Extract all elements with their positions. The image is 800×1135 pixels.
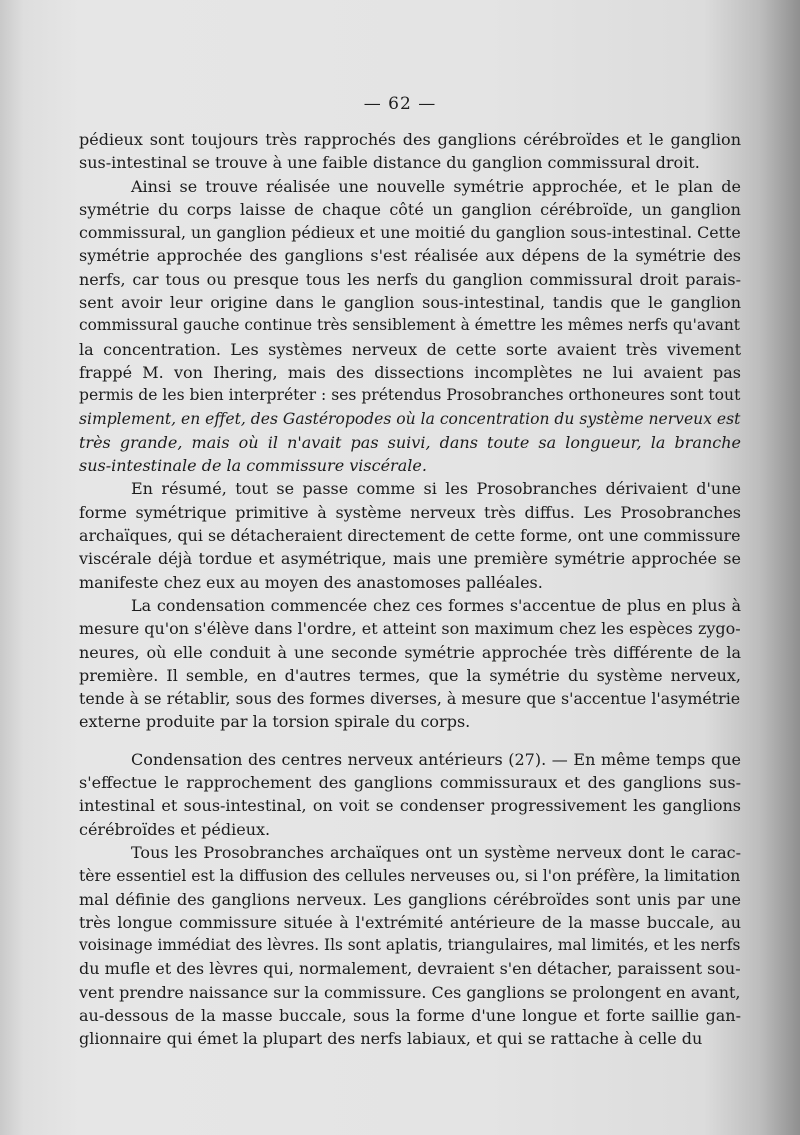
text-line: cérébroïdes et pédieux.	[79, 819, 271, 839]
text-line: frappé M. von Ihering, mais des dissections incomplètes ne lui avaient pas	[79, 362, 741, 382]
text-line: archaïques, qui se détacheraient directement de cette forme, ont une commissure	[79, 526, 741, 546]
text-line: Condensation des centres nerveux antérieurs (27). — En même temps que	[131, 749, 741, 769]
text-line: nerfs, car tous ou presque tous les nerfs du ganglion commissural droit parais-	[79, 269, 741, 289]
text-line: sus-intestinale de la commissure viscérale.	[79, 456, 427, 476]
text-line: symétrie du corps laisse de chaque côté un ganglion cérébroïde, un ganglion	[79, 199, 741, 219]
text-line: simplement, en effet, des Gastéropodes où la concentration du système nerveux est	[79, 409, 741, 428]
text-line: intestinal et sous-intestinal, on voit se condenser progressivement les ganglions	[79, 796, 741, 816]
text-line: vent prendre naissance sur la commissure. Ces ganglions se prolongent en avant,	[79, 982, 741, 1002]
text-line: tende à se rétablir, sous des formes diverses, à mesure que s'accentue l'asymétrie	[79, 689, 741, 709]
text-line: commissural gauche continue très sensiblement à émettre les mêmes nerfs qu'avant	[79, 316, 740, 335]
text-line: neures, où elle conduit à une seconde symétrie approchée très différente de la	[79, 642, 741, 662]
text-line: forme symétrique primitive à système nerveux très diffus. Les Prosobranches	[79, 502, 741, 522]
text-line: viscérale déjà tordue et asymétrique, mais une première symétrie approchée se	[79, 549, 741, 569]
text-line: mal définie des ganglions nerveux. Les ganglions cérébroïdes sont unis par une	[79, 889, 741, 909]
text-line: glionnaire qui émet la plupart des nerfs labiaux, et qui se rattache à celle du	[79, 1029, 703, 1049]
text-line: Ainsi se trouve réalisée une nouvelle symétrie approchée, et le plan de	[131, 176, 741, 196]
text-line: En résumé, tout se passe comme si les Prosobranches dérivaient d'une	[131, 479, 741, 499]
text-line: au-dessous de la masse buccale, sous la forme d'une longue et forte saillie gan-	[79, 1005, 741, 1025]
text-line: sent avoir leur origine dans le ganglion sous-intestinal, tandis que le ganglion	[79, 293, 741, 313]
text-line: symétrie approchée des ganglions s'est réalisée aux dépens de la symétrie des	[79, 246, 741, 266]
text-line: sus-intestinal se trouve à une faible distance du ganglion commissural droit.	[79, 153, 700, 173]
text-line: tère essentiel est la diffusion des cellules nerveuses ou, si l'on préfère, la limitation	[79, 866, 741, 886]
text-line: s'effectue le rapprochement des ganglions commissuraux et des ganglions sus-	[79, 773, 741, 793]
text-line: la concentration. Les systèmes nerveux de cette sorte avaient très vivement	[79, 339, 741, 359]
text-line: externe produite par la torsion spirale du corps.	[79, 712, 471, 732]
text-line: très longue commissure située à l'extrémité antérieure de la masse buccale, au	[79, 912, 741, 932]
text-line: première. Il semble, en d'autres termes, que la symétrie du système nerveux,	[79, 665, 741, 685]
text-line: voisinage immédiat des lèvres. Ils sont aplatis, triangulaires, mal limités, et les nerfs	[79, 936, 741, 955]
text-line: mesure qu'on s'élève dans l'ordre, et atteint son maximum chez les espèces zygo-	[79, 619, 741, 639]
body-text	[79, 128, 741, 1051]
page-number: — 62 —	[363, 94, 437, 114]
text-line: Tous les Prosobranches archaïques ont un système nerveux dont le carac-	[131, 842, 741, 862]
text-line: manifeste chez eux au moyen des anastomoses palléales.	[79, 572, 543, 592]
text-line: pédieux sont toujours très rapprochés des ganglions cérébroïdes et le ganglion	[79, 130, 741, 149]
text-line: très grande, mais où il n'avait pas suivi, dans toute sa longueur, la branche	[79, 432, 741, 452]
text-line: du mufle et des lèvres qui, normalement, devraient s'en détacher, paraissent sou-	[79, 959, 741, 979]
text-line: permis de les bien interpréter : ses prétendus Prosobranches orthoneures sont tout	[79, 386, 741, 405]
text-line: La condensation commencée chez ces formes s'accentue de plus en plus à	[131, 595, 741, 615]
text-line: commissural, un ganglion pédieux et une moitié du ganglion sous-intestinal. Cette	[79, 223, 741, 243]
